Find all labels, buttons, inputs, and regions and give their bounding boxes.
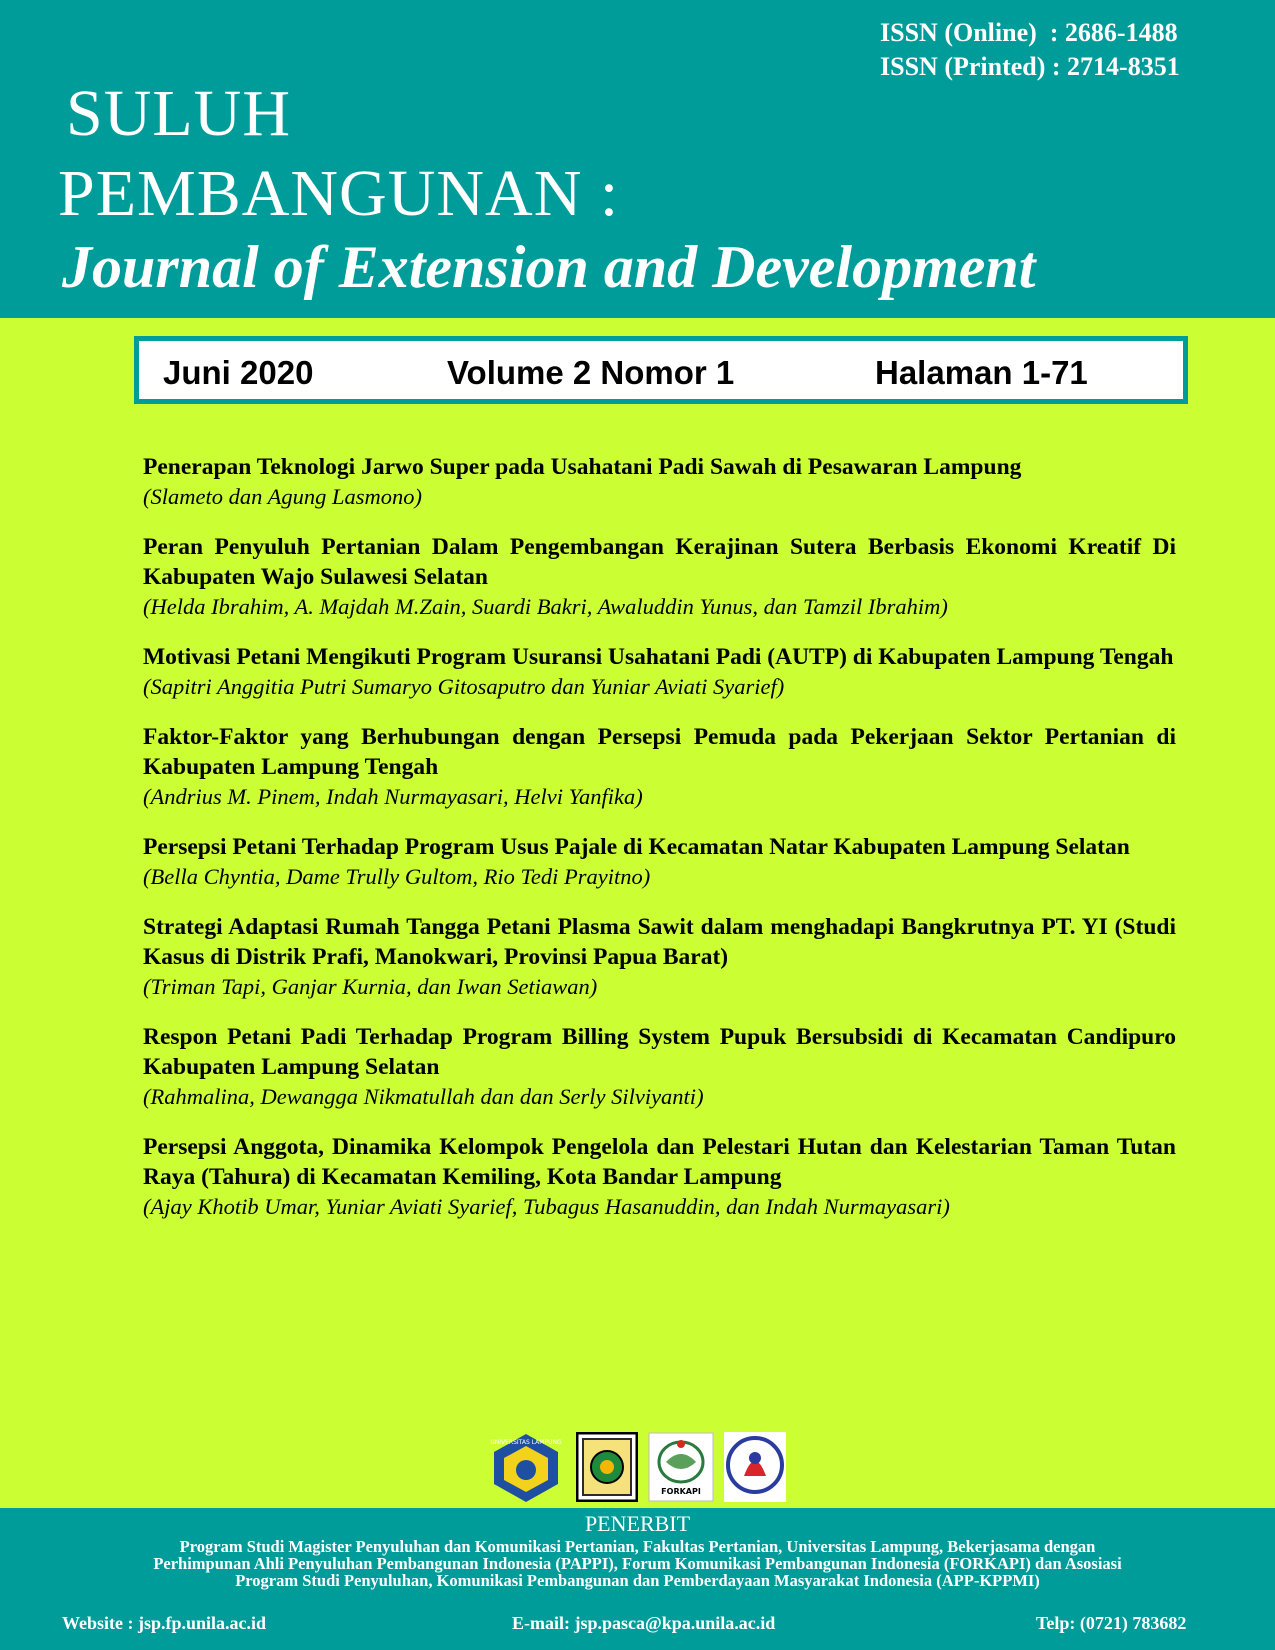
article-entry[interactable] xyxy=(143,1132,1176,1222)
app-kppmi-logo xyxy=(724,1432,786,1502)
journal-subtitle: Journal of Extension and Development xyxy=(62,234,1036,300)
article-authors: (Andrius M. Pinem, Indah Nurmayasari, Helvi Yanfika) xyxy=(143,784,643,809)
issn-online: ISSN (Online) : 2686-1488 xyxy=(880,18,1178,47)
journal-title-line2: PEMBANGUNAN : xyxy=(58,157,620,230)
article-authors: (Rahmalina, Dewangga Nikmatullah dan dan Serly Silviyanti) xyxy=(143,1084,704,1109)
pappi-logo xyxy=(576,1432,638,1502)
article-entry[interactable] xyxy=(143,912,1176,1002)
publisher-line1: Program Studi Magister Penyuluhan dan Komunikasi Pertanian, Fakultas Pertanian, Universitas Lampung, Bekerjasama dengan xyxy=(179,1537,1096,1556)
table-of-contents xyxy=(143,452,1176,1242)
article-title[interactable]: Faktor-Faktor yang Berhubungan dengan Persepsi Pemuda pada Pekerjaan Sektor Pertanian di Kabupaten Lampung Tengah xyxy=(143,724,1176,780)
article-entry[interactable] xyxy=(143,642,1176,702)
website-link[interactable]: Website : jsp.fp.unila.ac.id xyxy=(62,1613,267,1633)
article-authors: (Helda Ibrahim, A. Majdah M.Zain, Suardi Bakri, Awaluddin Yunus, dan Tamzil Ibrahim) xyxy=(143,594,948,619)
article-entry[interactable] xyxy=(143,452,1176,512)
email-link[interactable]: E-mail: jsp.pasca@kpa.unila.ac.id xyxy=(512,1613,776,1633)
forkapi-logo xyxy=(648,1432,714,1502)
article-authors: (Sapitri Anggitia Putri Sumaryo Gitosaputro dan Yuniar Aviati Syarief) xyxy=(143,674,785,699)
article-authors: (Ajay Khotib Umar, Yuniar Aviati Syarief, Tubagus Hasanuddin, dan Indah Nurmayasari) xyxy=(143,1194,950,1219)
article-entry[interactable] xyxy=(143,1022,1176,1112)
universitas-lampung-logo xyxy=(490,1432,562,1504)
article-title[interactable]: Peran Penyuluh Pertanian Dalam Pengembangan Kerajinan Sutera Berbasis Ekonomi Kreatif Di Kabupaten Wajo Sulawesi Selatan xyxy=(143,534,1176,590)
penerbit-heading: PENERBIT xyxy=(584,1511,691,1536)
article-authors: (Bella Chyntia, Dame Trully Gultom, Rio Tedi Prayitno) xyxy=(143,864,651,889)
article-entry[interactable] xyxy=(143,722,1176,812)
phone-number: Telp: (0721) 783682 xyxy=(1036,1613,1187,1633)
cover-header xyxy=(0,0,1275,318)
issue-date: Juni 2020 xyxy=(163,354,314,391)
article-entry[interactable] xyxy=(143,532,1176,622)
publisher-line3: Program Studi Penyuluhan, Komunikasi Pembangunan dan Pemberdayaan Masyarakat Indonesia (APP-KPPMI) xyxy=(235,1571,1040,1590)
article-title[interactable]: Persepsi Anggota, Dinamika Kelompok Pengelola dan Pelestari Hutan dan Kelestarian Taman Tutan Raya (Tahura) di Kecamatan Kemiling, Kota Bandar Lampung xyxy=(143,1134,1176,1190)
issn-printed: ISSN (Printed) : 2714-8351 xyxy=(880,52,1180,81)
issue-info-box xyxy=(134,336,1188,404)
article-title[interactable]: Motivasi Petani Mengikuti Program Usuransi Usahatani Padi (AUTP) di Kabupaten Lampung Tengah xyxy=(143,644,1174,670)
journal-title-line1: SULUH xyxy=(66,77,292,150)
publisher-line2: Perhimpunan Ahli Penyuluhan Pembangunan Indonesia (PAPPI), Forum Komunikasi Pembangunan Indonesia (FORKAPI) dan Asosiasi xyxy=(153,1554,1122,1573)
svg-text:UNIVERSITAS LAMPUNG: UNIVERSITAS LAMPUNG xyxy=(490,1439,562,1446)
article-entry[interactable] xyxy=(143,832,1176,892)
issue-pages: Halaman 1-71 xyxy=(875,354,1088,391)
cover-footer xyxy=(0,1508,1275,1650)
svg-text:FORKAPI: FORKAPI xyxy=(661,1487,701,1496)
article-title[interactable]: Strategi Adaptasi Rumah Tangga Petani Plasma Sawit dalam menghadapi Bangkrutnya PT. YI (Studi Kasus di Distrik Prafi, Manokwari, Provinsi Papua Barat) xyxy=(143,914,1176,970)
issn-block xyxy=(880,16,1180,84)
article-title[interactable]: Respon Petani Padi Terhadap Program Billing System Pupuk Bersubsidi di Kecamatan Candipuro Kabupaten Lampung Selatan xyxy=(143,1024,1176,1080)
article-authors: (Triman Tapi, Ganjar Kurnia, dan Iwan Setiawan) xyxy=(143,974,598,999)
article-title[interactable]: Persepsi Petani Terhadap Program Usus Pajale di Kecamatan Natar Kabupaten Lampung Selatan xyxy=(143,834,1130,860)
article-title[interactable]: Penerapan Teknologi Jarwo Super pada Usahatani Padi Sawah di Pesawaran Lampung xyxy=(143,454,1022,480)
issue-volume: Volume 2 Nomor 1 xyxy=(447,354,735,391)
article-authors: (Slameto dan Agung Lasmono) xyxy=(143,484,422,509)
